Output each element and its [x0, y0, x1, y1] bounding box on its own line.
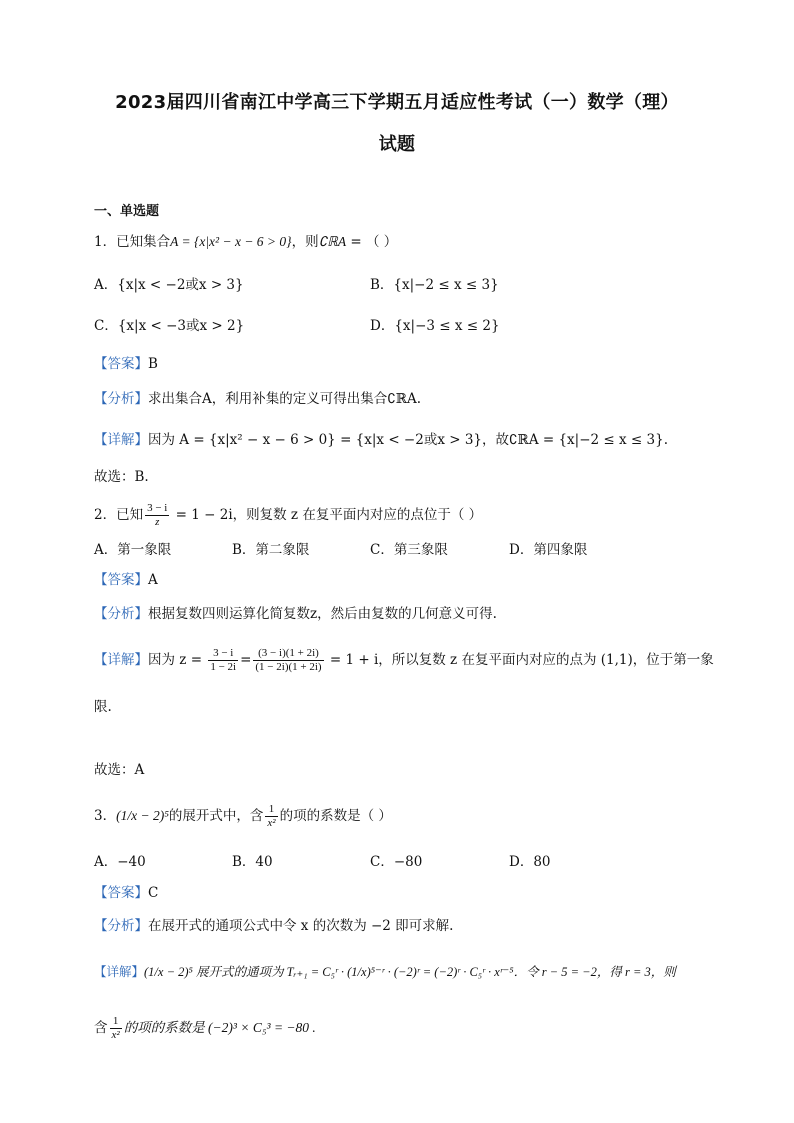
- q2-f2-den: (1 − 2i)(1 + 2i): [255, 661, 322, 673]
- q2-detail-cont: 限.: [94, 699, 112, 715]
- analysis-tag: 【分析】: [94, 606, 148, 622]
- q3-option-b: B．40: [232, 854, 273, 870]
- analysis-tag: 【分析】: [94, 391, 148, 407]
- q1-detail-text: 因为 A = {x|x² − x − 6 > 0} = {x|x < −2或x > 3}，故∁ℝA = {x|−2 ≤ x ≤ 3}.: [148, 432, 668, 448]
- detail-tag: 【详解】: [94, 964, 145, 979]
- q1-option-b: B．{x|−2 ≤ x ≤ 3}: [370, 277, 499, 293]
- q2-detail-frac2: [253, 647, 323, 674]
- q3-detail-frac-num: 1: [110, 1015, 122, 1029]
- q3-frac-den: x²: [267, 817, 276, 829]
- q2-stem-a: 2．已知: [94, 507, 144, 523]
- q2-fraction: [145, 502, 169, 529]
- q3-detail: [94, 962, 676, 982]
- q2-option-a: A．第一象限: [94, 542, 172, 558]
- q2-choose: 故选：A: [94, 762, 145, 778]
- q2-f1-den: 1 − 2i: [210, 661, 237, 673]
- q2-detail-b: = 1 + i，所以复数 z 在复平面内对应的点为 (1,1)，位于第一象: [325, 652, 714, 668]
- q2-answer: [94, 570, 158, 590]
- q2-option-c: C．第三象限: [370, 542, 448, 558]
- q2-answer-value: A: [148, 572, 158, 588]
- question-1-stem: [94, 232, 397, 252]
- q1-stem-a: 1．已知集合: [94, 234, 171, 250]
- answer-tag: 【答案】: [94, 572, 148, 588]
- q1-choose: 故选：B.: [94, 469, 149, 485]
- q2-detail: 【详解】因为 z = $\frac{3 - i}{1 - 2i}$ = $\frac{(3 - i)(1 + 2i)}{(1 - 2i)(1 + 2i)}$ = 1 + i，所以复数 z 在复平面内对应的点为 (1,1)，位于第一象: [94, 647, 714, 673]
- q3-detail-a: (1/x − 2)⁵ 展开式的通项为 Tᵣ₊₁ = C₅ʳ · (1/x)⁵⁻ʳ · (−2)ʳ = (−2)ʳ · C₅ʳ · xʳ⁻⁵．令 r − 5 = −2，得 r = 3，则: [144, 965, 676, 979]
- q3-answer: [94, 883, 158, 903]
- q3-answer-value: C: [148, 885, 159, 901]
- q1-answer: [94, 354, 158, 374]
- q3-detail-b-pre: 含: [94, 1020, 108, 1036]
- q2-analysis-text: 根据复数四则运算化简复数z，然后由复数的几何意义可得.: [148, 606, 497, 622]
- q2-f2-num: (3 − i)(1 + 2i): [253, 647, 323, 661]
- q2-frac-den: z: [155, 516, 160, 528]
- q3-detail-cont: [94, 1012, 316, 1044]
- q3-fraction: [265, 803, 277, 830]
- q1-answer-value: B: [148, 356, 158, 372]
- q3-analysis-text: 在展开式的通项公式中令 x 的次数为 −2 即可求解.: [148, 918, 454, 934]
- document-title-line2: 试题: [378, 134, 416, 155]
- q3-option-a: A．−40: [94, 854, 146, 870]
- q1-option-d: D．{x|−3 ≤ x ≤ 2}: [370, 318, 500, 334]
- q1-stem-c: = （ ）: [346, 234, 398, 250]
- document-title: 2023届四川省南江中学高三下学期五月适应性考试（一）数学（理）: [115, 92, 679, 113]
- q3-analysis: [94, 916, 453, 936]
- q3-detail-b: 的项的系数是 (−2)³ × C₅³ = −80 .: [123, 1020, 316, 1035]
- q3-detail-fraction: [110, 1015, 122, 1042]
- question-3-stem: [94, 800, 392, 832]
- q2-stem-b: = 1 − 2i，则复数 z 在复平面内对应的点位于（ ）: [171, 507, 483, 523]
- answer-tag: 【答案】: [94, 885, 148, 901]
- q2-option-d: D．第四象限: [509, 542, 588, 558]
- q3-stem-c: 的项的系数是（ ）: [279, 808, 392, 824]
- detail-tag: 【详解】: [94, 432, 148, 448]
- q1-analysis: [94, 389, 421, 409]
- q3-stem-b: 的展开式中，含: [168, 808, 264, 824]
- section-heading: 一、单选题: [94, 204, 160, 219]
- q1-comp: ∁ℝA: [318, 234, 347, 249]
- q3-option-d: D．80: [509, 854, 551, 870]
- q1-analysis-text: 求出集合A，利用补集的定义可得出集合∁ℝA.: [148, 391, 422, 407]
- q1-stem-b: ，则: [291, 234, 319, 250]
- q2-detail-a: 因为 z =: [148, 652, 207, 668]
- q2-frac-num: 3 − i: [147, 502, 168, 514]
- q1-option-a: A．{x|x < −2或x > 3}: [94, 277, 244, 293]
- q2-f1-num: 3 − i: [208, 647, 238, 661]
- q2-analysis: [94, 604, 497, 624]
- q2-detail-frac1: [208, 647, 238, 674]
- q3-frac-num: 1: [265, 803, 277, 817]
- q3-stem-a: 3．: [94, 808, 117, 824]
- q3-option-c: C．−80: [370, 854, 423, 870]
- q1-set: A = {x|x² − x − 6 > 0}: [170, 234, 292, 249]
- q3-expr: (1/x − 2)⁵: [116, 808, 169, 823]
- detail-tag: 【详解】: [94, 652, 148, 668]
- q2-option-b: B．第二象限: [232, 542, 310, 558]
- q1-option-c: C．{x|x < −3或x > 2}: [94, 318, 245, 334]
- q1-detail: [94, 430, 668, 450]
- q3-detail-frac-den: x²: [111, 1029, 120, 1041]
- analysis-tag: 【分析】: [94, 918, 148, 934]
- answer-tag: 【答案】: [94, 356, 148, 372]
- question-2-stem: [94, 500, 482, 530]
